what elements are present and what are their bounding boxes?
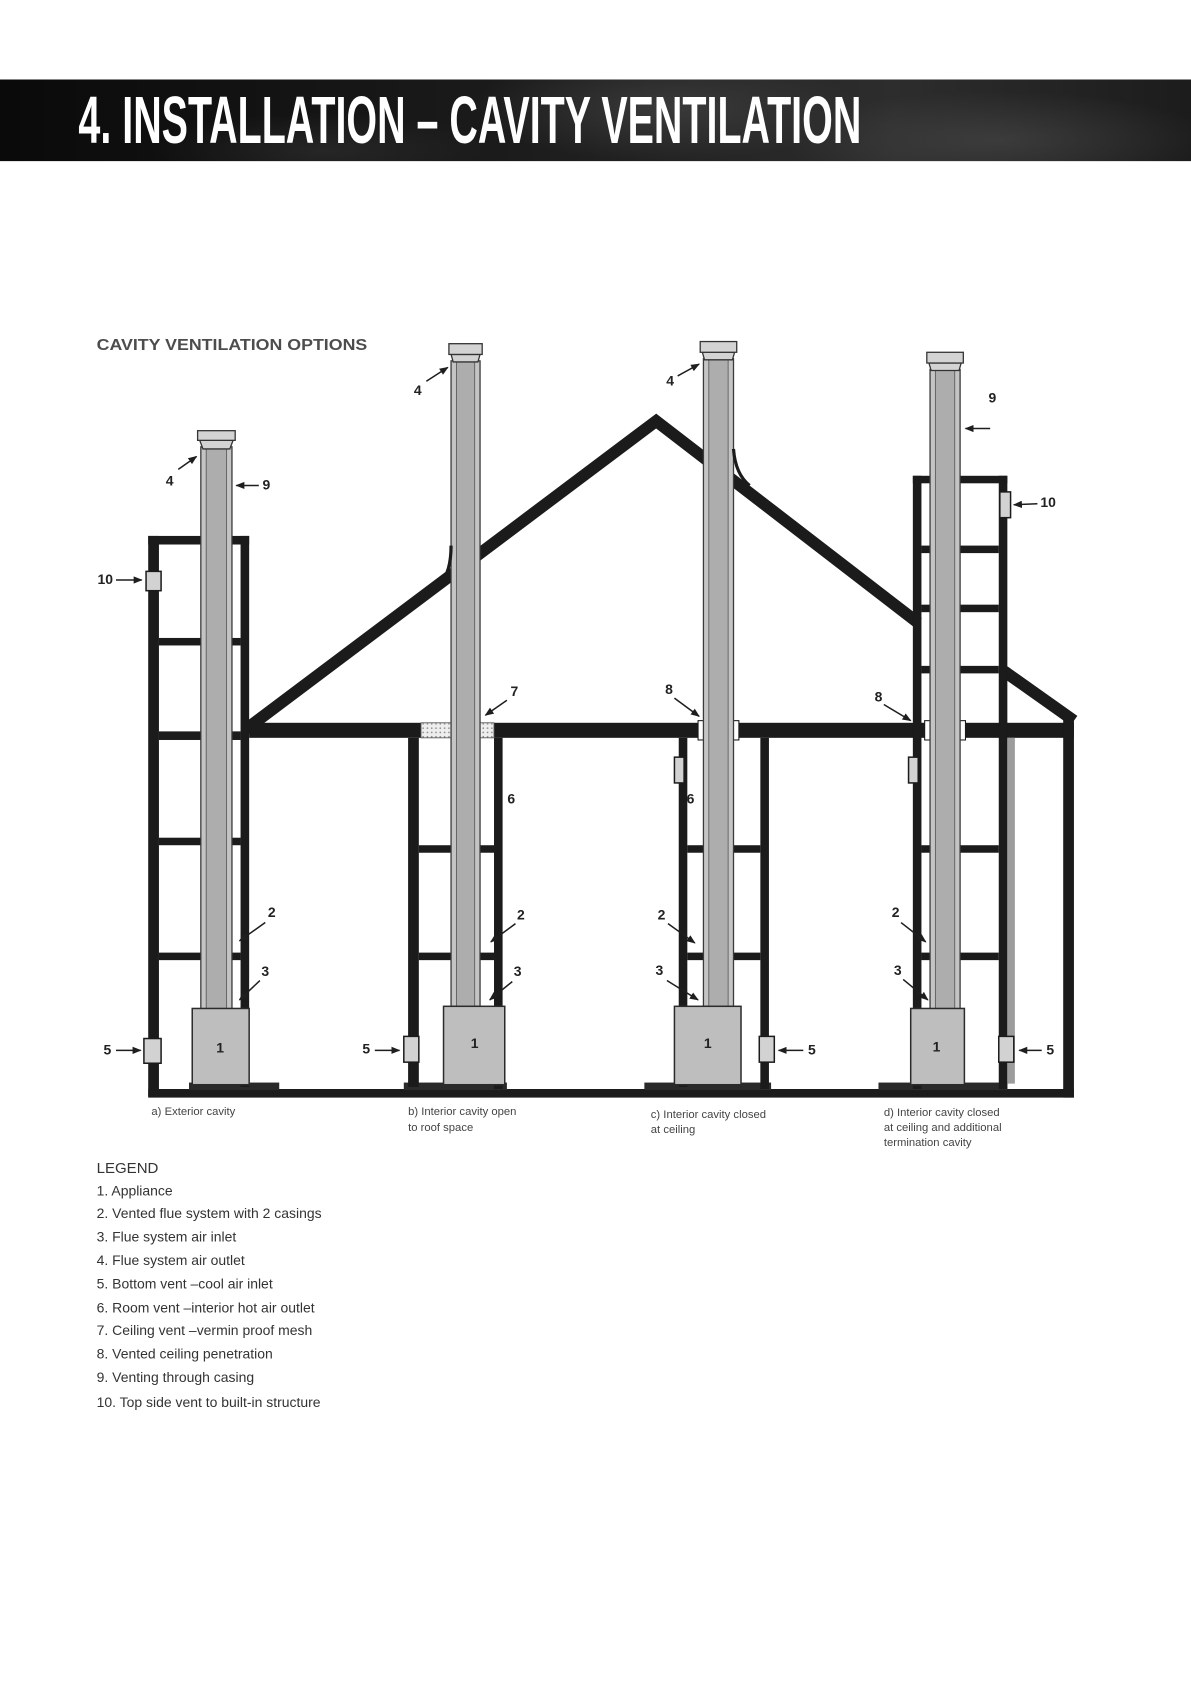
callout-arrow: [1014, 504, 1038, 505]
section-caption: a) Exterior cavity: [151, 1105, 236, 1118]
section-b-interior-cavity-open: [362, 344, 525, 1134]
callout-number: 6: [686, 790, 695, 807]
bottom-vent: [404, 1036, 419, 1062]
appliance-label: 1: [703, 1035, 712, 1052]
legend-item: 7. Ceiling vent –vermin proof mesh: [96, 1321, 313, 1338]
right-roof-rafter: [1004, 671, 1074, 720]
callout-number: 4: [666, 372, 675, 389]
legend-item: 10. Top side vent to built-in structure: [96, 1393, 321, 1410]
room-vent: [674, 757, 684, 783]
flue-pipe: [198, 431, 236, 1010]
flue-cowl: [702, 352, 734, 360]
appliance-label: 1: [470, 1035, 479, 1052]
flue-cowl: [451, 354, 480, 362]
section-c-interior-cavity-closed: [651, 342, 816, 1136]
appliance-label: 1: [932, 1038, 941, 1055]
callout-number: 2: [891, 904, 900, 921]
legend-item: 5. Bottom vent –cool air inlet: [96, 1275, 273, 1292]
flue-inner-casing: [206, 447, 226, 1010]
section-caption: at ceiling: [650, 1124, 696, 1137]
legend-item: 4. Flue system air outlet: [96, 1252, 245, 1269]
callout-number: 10: [1040, 493, 1056, 510]
header-band: [0, 54, 1191, 188]
flue-pipe: [698, 342, 750, 1007]
cavity-wall: [408, 738, 419, 1087]
callout-number: 3: [893, 962, 902, 979]
cavity-outer-wall: [148, 536, 159, 1097]
flue-pipe: [439, 344, 482, 1007]
section-caption: d) Interior cavity closed: [883, 1106, 1000, 1119]
legend-item: 8. Vented ceiling penetration: [96, 1345, 273, 1362]
section-caption: c) Interior cavity closed: [650, 1109, 767, 1122]
bottom-vent: [999, 1036, 1014, 1062]
flue-cap: [449, 344, 482, 355]
legend-item: 9. Venting through casing: [96, 1369, 255, 1386]
callout-arrow: [178, 456, 196, 469]
callout-number: 3: [655, 962, 664, 979]
callout-number: 5: [362, 1040, 371, 1057]
cavity-top-plate: [148, 536, 249, 545]
top-side-vent: [146, 571, 161, 590]
flue-inner-casing: [935, 369, 954, 1009]
section-caption: to roof space: [408, 1121, 474, 1134]
callout-arrow: [674, 698, 699, 716]
callout-number: 2: [657, 906, 666, 923]
callout-number: 3: [261, 963, 270, 980]
callout-number: 2: [516, 906, 525, 923]
callout-number: 5: [808, 1041, 816, 1058]
main-roof-rafters: [246, 421, 918, 729]
callout-number: 6: [507, 790, 516, 807]
section-a-exterior-cavity: [97, 431, 275, 1118]
legend-item: 3. Flue system air inlet: [96, 1228, 237, 1245]
appliance-label: 1: [216, 1039, 225, 1056]
callout-number: 2: [267, 904, 276, 921]
callout-arrow: [678, 364, 699, 376]
bottom-vent: [144, 1039, 161, 1064]
callout-number: 8: [874, 688, 883, 705]
cavity-inner-wall: [241, 536, 250, 1087]
callout-number: 5: [1046, 1041, 1055, 1058]
callout-number: 4: [413, 382, 422, 399]
callout-arrow: [485, 700, 506, 715]
legend: [97, 1160, 322, 1410]
callout-number: 7: [510, 682, 519, 699]
section-caption: b) Interior cavity open: [408, 1105, 517, 1118]
legend-heading: LEGEND: [96, 1159, 159, 1177]
flue-cap: [700, 342, 737, 353]
wall-lining: [1007, 738, 1015, 1084]
diagram-title: CAVITY VENTILATION OPTIONS: [96, 336, 368, 355]
flue-cowl: [200, 440, 233, 449]
house-outer-wall-right: [1063, 717, 1074, 1097]
flue-cap: [927, 352, 964, 363]
flue-cap: [198, 431, 236, 441]
flue-pipe: [925, 352, 966, 1009]
legend-item: 6. Room vent –interior hot air outlet: [96, 1299, 315, 1316]
legend-item: 1. Appliance: [96, 1182, 173, 1199]
legend-item: 2. Vented flue system with 2 casings: [96, 1204, 322, 1221]
page-title: 4. INSTALLATION – CAVITY VENTILATION: [78, 83, 862, 158]
room-vent: [909, 757, 919, 783]
callout-number: 9: [262, 476, 271, 493]
callout-number: 5: [103, 1041, 112, 1058]
cavity-ventilation-diagram: [97, 342, 1073, 1149]
flue-inner-casing: [709, 359, 728, 1007]
section-caption: at ceiling and additional: [883, 1121, 1002, 1134]
section-d-termination-cavity: [875, 352, 1057, 1149]
callout-number: 10: [97, 571, 114, 588]
bottom-vent: [759, 1036, 774, 1062]
callout-number: 4: [165, 472, 174, 489]
floor-slab: [148, 1089, 1074, 1098]
callout-number: 8: [665, 680, 673, 697]
cavity-wall: [999, 476, 1008, 1089]
callout-arrow: [884, 705, 911, 721]
flue-cowl: [929, 363, 961, 371]
flue-inner-casing: [456, 361, 474, 1006]
callout-arrow: [426, 367, 447, 381]
section-caption: termination cavity: [883, 1136, 972, 1149]
callout-number: 3: [513, 963, 522, 980]
callout-number: 9: [988, 389, 997, 406]
top-side-vent: [1000, 492, 1011, 518]
